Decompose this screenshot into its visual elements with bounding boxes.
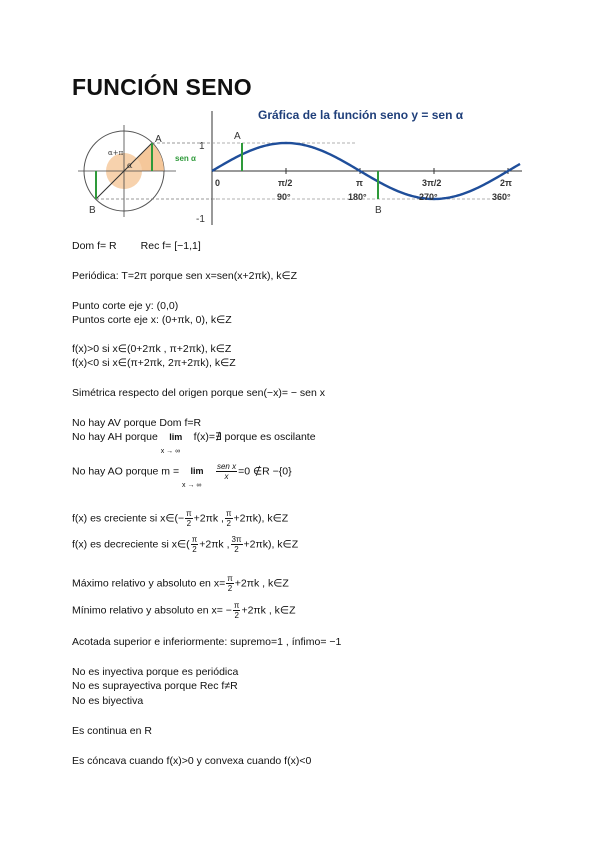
dec-suffix: , k∈Z <box>271 538 299 551</box>
deg-180: 180° <box>348 192 367 202</box>
frac-num: π <box>191 535 198 544</box>
dec-end: +2πk) <box>243 538 272 551</box>
min-prefix: Mínimo relativo y absoluto en x= − <box>72 604 232 617</box>
deg-360: 360° <box>492 192 511 202</box>
frac-den: 2 <box>227 584 233 593</box>
ah-limit <box>160 431 191 455</box>
ao-limit <box>182 465 212 490</box>
ah-prefix: No hay AH porque <box>72 431 158 443</box>
ao-lim-word: lim <box>190 466 204 477</box>
frac-num: π <box>186 509 192 518</box>
figure-heading: Gráfica de la función seno y = sen α <box>258 108 464 122</box>
frac-den: 2 <box>186 519 192 528</box>
inc-suffix: , k∈Z <box>261 512 289 525</box>
surjective-text: No es suprayectiva porque Rec f≠R <box>72 680 238 692</box>
vertical-asymptote-text: No hay AV porque Dom f=R <box>72 417 202 429</box>
dec-frac-1 <box>191 535 199 554</box>
tick-2pi: 2π <box>500 178 512 188</box>
ah-lim-word: lim <box>169 432 183 442</box>
frac-num: 3π <box>231 535 242 544</box>
frac-num: π <box>227 574 233 583</box>
horizontal-asymptote-line <box>72 431 316 455</box>
ao-prefix: No hay AO porque m = <box>72 465 180 478</box>
domain-range-line <box>72 240 201 253</box>
circle-point-a: A <box>155 134 162 145</box>
min-frac <box>233 601 241 620</box>
ao-den: x <box>224 472 229 481</box>
maximum-line <box>72 574 289 593</box>
deg-90: 90° <box>277 192 291 202</box>
sine-figure <box>72 103 522 231</box>
tick-pi-half: π/2 <box>278 178 293 188</box>
unit-circle <box>78 125 217 217</box>
y-tick-minus-1: -1 <box>196 214 205 225</box>
alpha-pi-label: α+π <box>108 149 124 157</box>
graph-point-a: A <box>234 131 241 142</box>
origin-label: 0 <box>215 178 221 188</box>
ao-fraction <box>216 462 237 481</box>
inc-frac-2 <box>225 509 233 528</box>
continuity-text: Es continua en R <box>72 725 152 737</box>
positive-text: f(x)>0 si x∈(0+2πk , π+2πk), k∈Z <box>72 343 232 355</box>
inc-mid: +2πk , <box>193 512 224 525</box>
max-frac <box>226 574 234 593</box>
frac-den: 2 <box>234 545 239 554</box>
increasing-line <box>72 509 288 528</box>
range-text: Rec f= [−1,1] <box>140 240 201 252</box>
dec-prefix: f(x) es decreciente si x∈( <box>72 538 190 551</box>
ao-num: sen x <box>216 462 237 471</box>
negative-text: f(x)<0 si x∈(π+2πk, 2π+2πk), k∈Z <box>72 357 236 369</box>
ah-limit-sub: x → ∞ <box>160 448 181 455</box>
oblique-asymptote-line <box>72 462 292 490</box>
injective-text: No es inyectiva porque es periódica <box>72 666 239 678</box>
decreasing-line <box>72 535 298 554</box>
frac-den: 2 <box>226 519 231 528</box>
y-tick-1: 1 <box>199 141 205 152</box>
bijective-text: No es biyectiva <box>72 695 144 707</box>
concavity-text: Es cóncava cuando f(x)>0 y convexa cuando f(x)<0 <box>72 755 312 767</box>
frac-den: 2 <box>192 545 197 554</box>
symmetry-text: Simétrica respecto del origen porque sen(−x)= − sen x <box>72 387 326 399</box>
inc-frac-1 <box>185 509 193 528</box>
sine-graph <box>196 111 522 225</box>
dec-mid: +2πk , <box>199 538 230 551</box>
page-title: FUNCIÓN SENO <box>72 74 252 100</box>
alpha-label: α <box>127 161 133 170</box>
max-suffix: +2πk , k∈Z <box>234 577 289 590</box>
frac-num: π <box>233 601 240 610</box>
domain-text: Dom f= R <box>72 240 117 252</box>
ao-suffix: =0 ∉R −{0} <box>238 465 292 478</box>
minimum-line <box>72 601 295 620</box>
y-intercept-text: Punto corte eje y: (0,0) <box>72 300 179 312</box>
graph-point-b: B <box>375 205 382 216</box>
bounded-text: Acotada superior e inferiormente: supremo=1 , ínfimo= −1 <box>72 636 342 648</box>
tick-pi: π <box>356 178 363 188</box>
circle-point-b: B <box>89 205 96 216</box>
periodic-text: Periódica: T=2π porque sen x=sen(x+2πk), k∈Z <box>72 270 298 282</box>
deg-270: 270° <box>419 192 438 202</box>
frac-den: 2 <box>234 611 239 620</box>
inc-prefix: f(x) es creciente si x∈(− <box>72 512 185 525</box>
x-intercepts-text: Puntos corte eje x: (0+πk, 0), k∈Z <box>72 314 232 326</box>
dec-frac-2 <box>231 535 243 554</box>
inc-end: +2πk) <box>233 512 262 525</box>
ah-suffix: f(x)=∄ porque es oscilante <box>193 431 316 443</box>
tick-3pi-half: 3π/2 <box>422 178 442 188</box>
ao-limit-sub: x → ∞ <box>182 482 202 490</box>
frac-num: π <box>225 509 232 518</box>
max-prefix: Máximo relativo y absoluto en x= <box>72 577 226 590</box>
sen-alpha-label: sen α <box>175 154 196 163</box>
min-suffix: +2πk , k∈Z <box>241 604 296 617</box>
